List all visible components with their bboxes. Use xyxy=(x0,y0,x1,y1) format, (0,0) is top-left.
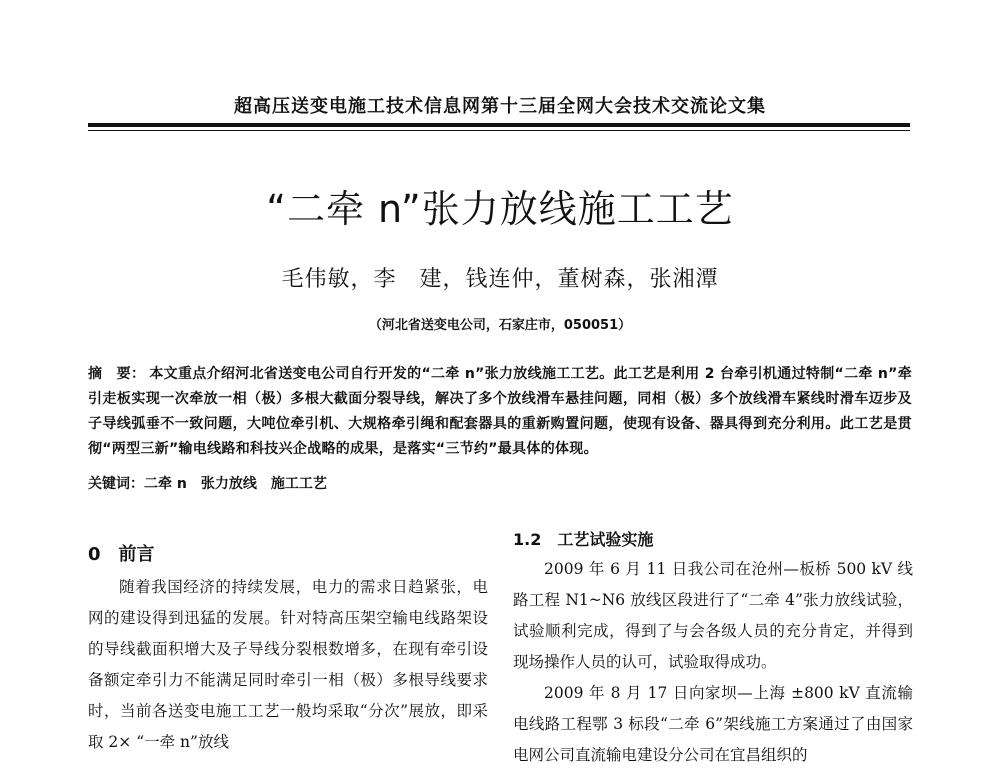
keywords-label: 关键词： xyxy=(88,476,144,492)
abstract-text: 本文重点介绍河北省送变电公司自行开发的“二牵 n”张力放线施工工艺。此工艺是利用 2 台牵引机通过特制“二牵 n”牵引走板实现一次牵放一相（极）多根大截面分裂导线，解决了多个放线滑车悬挂问题，同相（极）多个放线滑车紧线时滑车迈步及子导线弧垂不一致问题，大吨位牵引机、大规格牵引绳和配套器具的重新购置问题，使现有设备、器具得到充分利用。此工艺是贯彻“两型三新”输电线路和科技兴企战略的成果，是落实“三节约”最具体的体现。 xyxy=(88,366,913,457)
section-0-heading: 0 前言 xyxy=(88,544,155,565)
section-1-2-paragraph-1: 2009 年 6 月 11 日我公司在沧州—板桥 500 kV 线路工程 N1~N6 放线区段进行了“二牵 4”张力放线试验，试验顺利完成，得到了与会各级人员的充分肯定，并得到现场操作人员的认可，试验取得成功。 xyxy=(513,560,913,671)
left-column xyxy=(88,538,488,758)
right-column xyxy=(513,526,913,771)
abstract xyxy=(88,362,912,462)
keywords-text: 二牵 n 张力放线 施工工艺 xyxy=(144,476,327,492)
section-0-paragraph: 随着我国经济的持续发展，电力的需求日趋紧张，电网的建设得到迅猛的发展。针对特高压架空输电线路架设的导线截面积增大及子导线分裂根数增多，在现有牵引设备额定牵引力不能满足同时牵引一相（极）多根导线要求时，当前各送变电施工工艺一般均采取“分次”展放，即采取 2× “一牵 n”放线 xyxy=(88,578,488,751)
section-1-2-paragraph-2: 2009 年 8 月 17 日向家坝—上海 ±800 kV 直流输电线路工程鄂 3 标段“二牵 6”架线施工方案通过了由国家电网公司直流输电建设分公司在宜昌组织的 xyxy=(513,684,913,764)
header-rule-thick xyxy=(88,123,910,127)
abstract-label: 摘 要： xyxy=(88,366,146,382)
paper-title: “二牵 n”张力放线施工工艺 xyxy=(266,187,734,231)
header-rule-thin xyxy=(88,130,910,131)
journal-header: 超高压送变电施工技术信息网第十三届全网大会技术交流论文集 xyxy=(234,96,766,117)
keywords xyxy=(88,472,912,497)
section-1-2-heading: 1.2 工艺试验实施 xyxy=(513,530,654,549)
paper-affiliation: （河北省送变电公司，石家庄市，050051） xyxy=(368,318,632,333)
paper-authors: 毛伟敏，李 建，钱连仲，董树森，张湘潭 xyxy=(281,267,719,292)
